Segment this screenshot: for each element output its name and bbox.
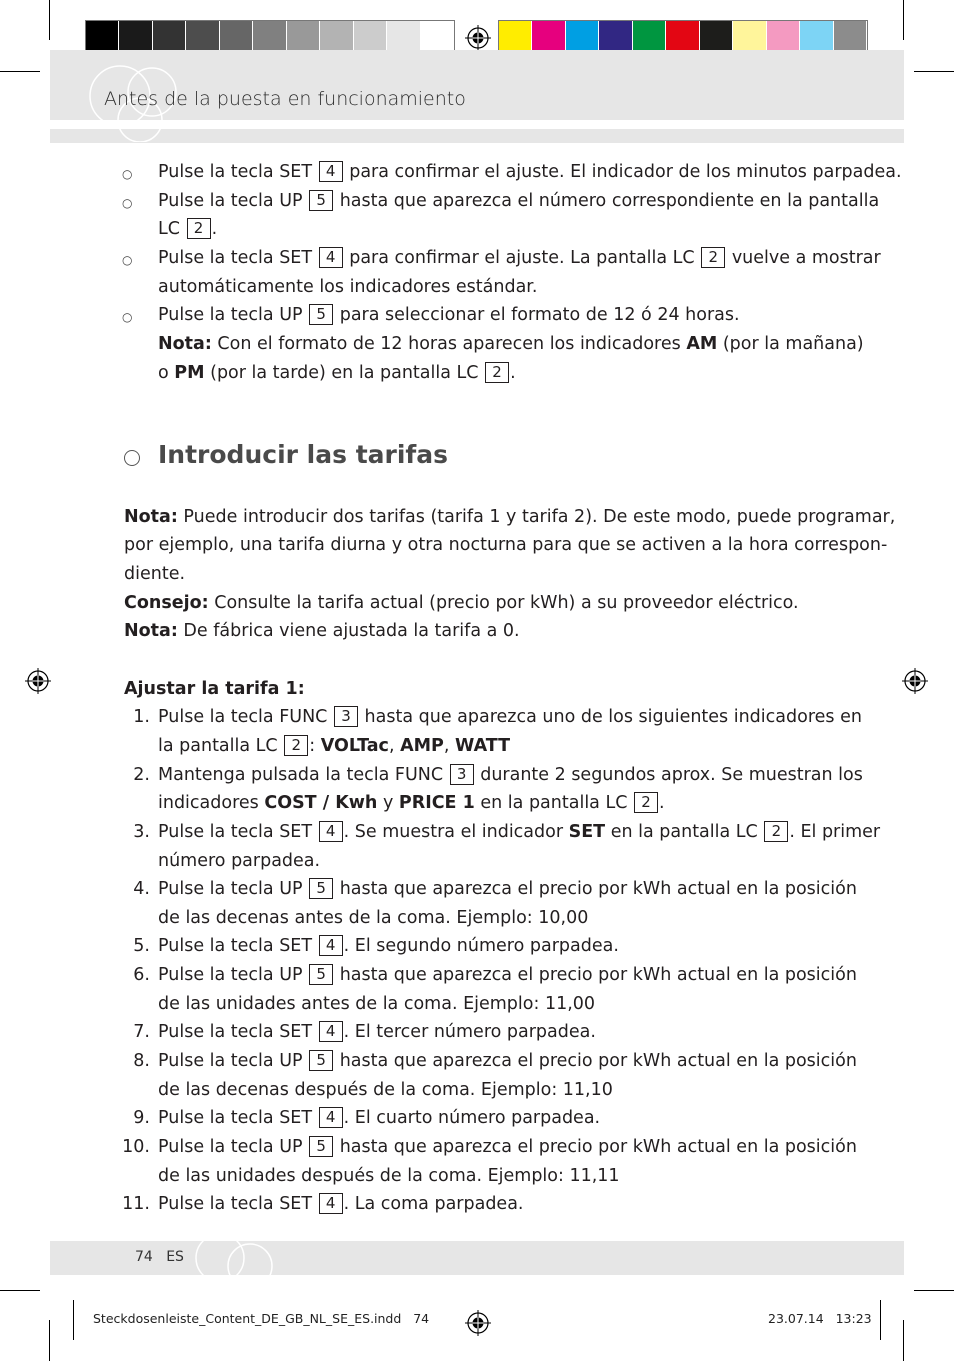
section-title: Introducir las tarifas [158, 440, 449, 469]
step-number: 6. [133, 965, 150, 985]
step-line: de las decenas después de la coma. Ejemplo: 11,10 [158, 1080, 613, 1100]
tip-paragraph: Consejo: Consulte la tarifa actual (precio por kWh) a su proveedor eléctrico. [124, 593, 799, 613]
step-line: la pantalla LC 2 : VOLTac, AMP, WATT [158, 736, 511, 756]
registration-mark-icon [465, 25, 491, 51]
step-line: indicadores COST / Kwh y PRICE 1 en la pantalla LC 2 . [158, 793, 665, 813]
list-item-continuation: LC 2 . [158, 219, 218, 239]
crop-mark [73, 1300, 74, 1340]
bullet-icon: ○ [122, 196, 133, 210]
print-slug-file: Steckdosenleiste_Content_DE_GB_NL_SE_ES.indd 74 [93, 1311, 430, 1326]
crop-mark [903, 1320, 904, 1361]
registration-mark-icon [25, 668, 51, 694]
step-line: Pulse la tecla UP 5 hasta que aparezca el precio por kWh actual en la posición [158, 965, 857, 985]
step-number: 8. [133, 1051, 150, 1071]
step-number: 7. [133, 1022, 150, 1042]
step-number: 9. [133, 1108, 150, 1128]
note-paragraph: Nota: De fábrica viene ajustada la tarifa a 0. [124, 621, 520, 641]
step-line: Pulse la tecla UP 5 hasta que aparezca el precio por kWh actual en la posición [158, 1051, 857, 1071]
step-number: 5. [133, 936, 150, 956]
note-paragraph-line: diente. [124, 564, 186, 584]
step-number: 11. [122, 1194, 150, 1214]
crop-mark [914, 71, 954, 72]
step-number: 3. [133, 822, 150, 842]
step-line: Pulse la tecla SET 4 . El cuarto número parpadea. [158, 1108, 601, 1128]
bullet-icon: ○ [122, 310, 133, 324]
step-line: Pulse la tecla SET 4 . El tercer número parpadea. [158, 1022, 596, 1042]
crop-mark [880, 1300, 881, 1340]
bullet-icon: ○ [122, 167, 133, 181]
note-paragraph: Nota: Puede introducir dos tarifas (tarifa 1 y tarifa 2). De este modo, puede programar, [124, 507, 896, 527]
step-line: Pulse la tecla UP 5 hasta que aparezca el precio por kWh actual en la posición [158, 879, 857, 899]
step-line: Mantenga pulsada la tecla FUNC 3 durante 2 segundos aprox. Se muestran los [158, 765, 863, 785]
crop-mark [49, 1320, 50, 1361]
crop-mark [903, 0, 904, 40]
print-slug-date: 23.07.14 13:23 [768, 1311, 872, 1326]
crop-mark [914, 1290, 954, 1291]
list-item: Pulse la tecla UP 5 hasta que aparezca el número correspondiente en la pantalla [158, 191, 880, 211]
note-line: Nota: Con el formato de 12 horas aparecen los indicadores AM (por la mañana) [158, 334, 864, 354]
step-number: 10. [122, 1137, 150, 1157]
step-line: de las unidades antes de la coma. Ejemplo: 11,00 [158, 994, 596, 1014]
step-number: 4. [133, 879, 150, 899]
step-line: de las decenas antes de la coma. Ejemplo: 10,00 [158, 908, 589, 928]
list-item: Pulse la tecla UP 5 para seleccionar el formato de 12 ó 24 horas. [158, 305, 740, 325]
registration-mark-icon [465, 1310, 491, 1336]
step-line: Pulse la tecla SET 4 . La coma parpadea. [158, 1194, 524, 1214]
registration-mark-icon [902, 668, 928, 694]
section-circle-icon [124, 450, 140, 466]
decorative-circles-icon [190, 1228, 310, 1288]
step-line: Pulse la tecla UP 5 hasta que aparezca el precio por kWh actual en la posición [158, 1137, 857, 1157]
list-item-continuation: automáticamente los indicadores estándar. [158, 277, 538, 297]
bullet-icon: ○ [122, 253, 133, 267]
crop-mark [0, 1290, 40, 1291]
step-line: Pulse la tecla SET 4 . El segundo número parpadea. [158, 936, 619, 956]
step-number: 2. [133, 765, 150, 785]
page-header-title: Antes de la puesta en funcionamiento [104, 88, 466, 110]
step-line: de las unidades después de la coma. Ejemplo: 11,11 [158, 1166, 620, 1186]
step-line: Pulse la tecla SET 4 . Se muestra el indicador SET en la pantalla LC 2 . El primer [158, 822, 881, 842]
list-item: Pulse la tecla SET 4 para confirmar el ajuste. La pantalla LC 2 vuelve a mostrar [158, 248, 881, 268]
step-line: Pulse la tecla FUNC 3 hasta que aparezca uno de los siguientes indicadores en [158, 707, 862, 727]
note-line: o PM (por la tarde) en la pantalla LC 2 . [158, 363, 516, 383]
page-number: 74 ES [135, 1249, 184, 1265]
subheading: Ajustar la tarifa 1: [124, 679, 305, 699]
crop-mark [49, 0, 50, 40]
step-number: 1. [133, 707, 150, 727]
note-paragraph-line: por ejemplo, una tarifa diurna y otra nocturna para que se activen a la hora correspon- [124, 535, 888, 555]
step-line: número parpadea. [158, 851, 321, 871]
crop-mark [0, 71, 40, 72]
list-item: Pulse la tecla SET 4 para confirmar el ajuste. El indicador de los minutos parpadea. [158, 162, 902, 182]
